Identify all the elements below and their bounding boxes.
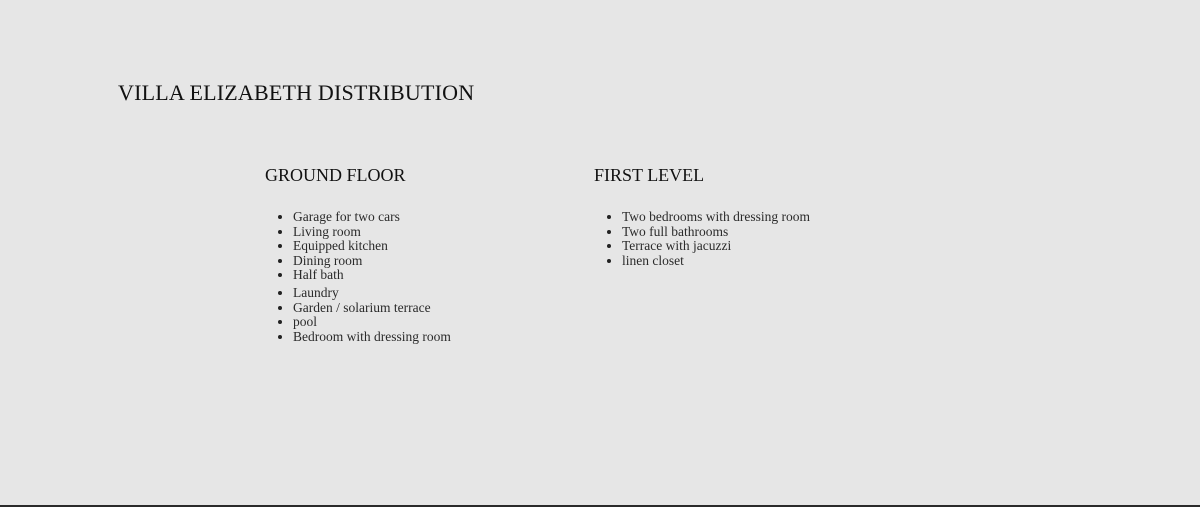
first-level-list <box>607 210 810 268</box>
first-level-title: FIRST LEVEL <box>594 165 705 185</box>
ground-floor-title: GROUND FLOOR <box>265 165 406 185</box>
list-item: Two bedrooms with dressing room <box>607 210 810 225</box>
ground-floor-section <box>265 164 565 344</box>
list-item: Half bath <box>278 268 451 283</box>
list-item: Living room <box>278 225 451 240</box>
ground-floor-list <box>278 210 451 344</box>
list-item: Garage for two cars <box>278 210 451 225</box>
list-item: Bedroom with dressing room <box>278 330 451 345</box>
page-title: VILLA ELIZABETH DISTRIBUTION <box>118 80 475 105</box>
list-item: Terrace with jacuzzi <box>607 239 810 254</box>
list-item: pool <box>278 315 451 330</box>
list-item: Equipped kitchen <box>278 239 451 254</box>
list-item: Laundry <box>278 286 451 301</box>
list-item: Garden / solarium terrace <box>278 301 451 316</box>
list-item: linen closet <box>607 254 810 269</box>
list-item: Dining room <box>278 254 451 269</box>
first-level-section <box>594 164 934 268</box>
list-item: Two full bathrooms <box>607 225 810 240</box>
